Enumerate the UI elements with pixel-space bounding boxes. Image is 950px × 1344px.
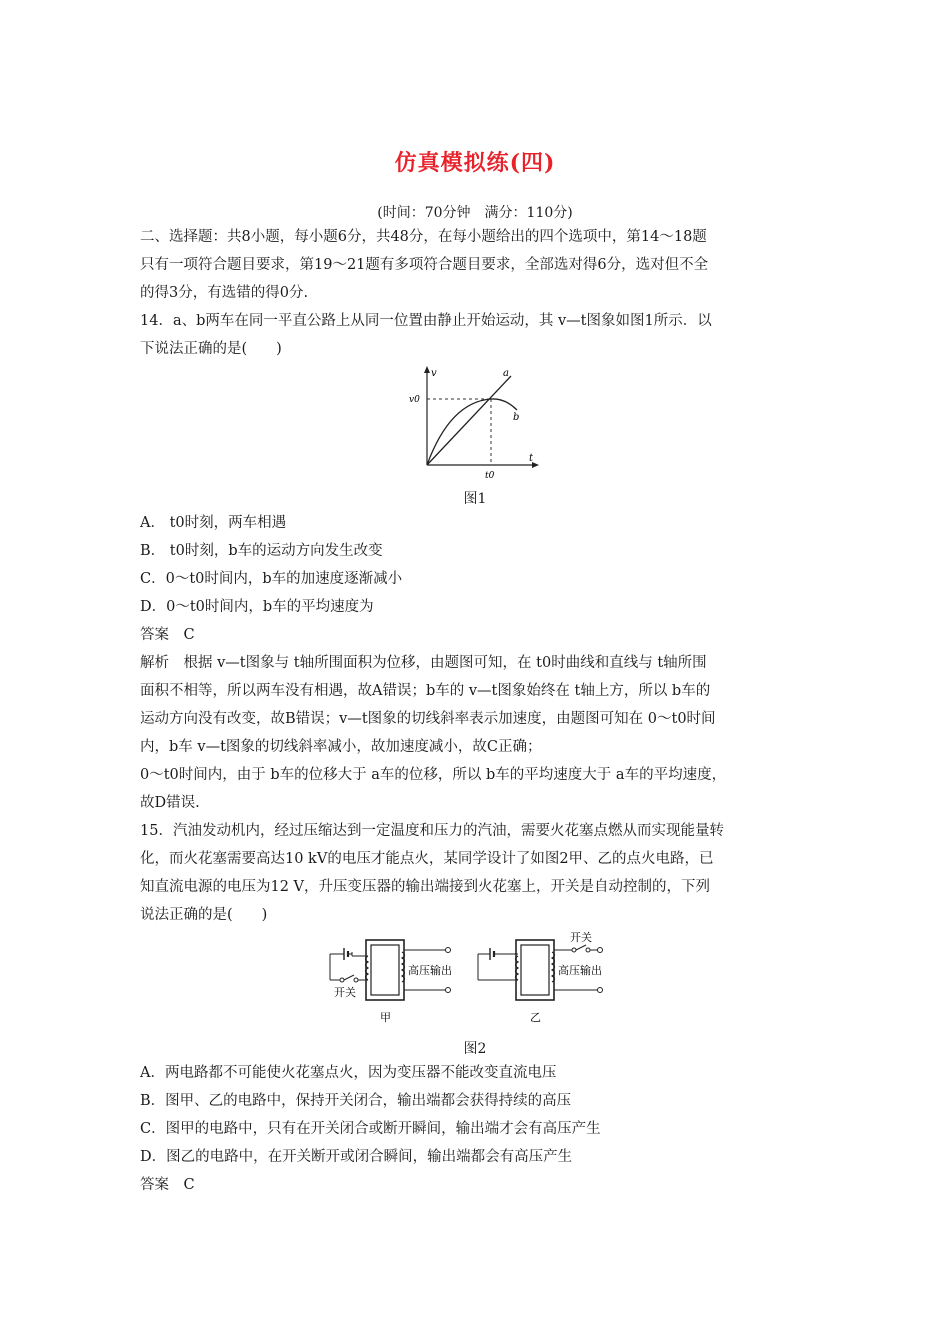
q14-analysis-6: 故D错误. — [140, 795, 200, 811]
page-title: 仿真模拟练(四) — [394, 150, 556, 176]
section-instructions-3: 的得3分，有选错的得0分. — [140, 285, 309, 301]
figure-1-vt-graph — [405, 362, 545, 484]
q14-answer: 答案 C — [140, 627, 195, 643]
circuit-jia — [330, 940, 452, 1024]
q15-answer: 答案 C — [140, 1177, 195, 1193]
line-a — [427, 376, 511, 465]
curve-b — [427, 399, 520, 465]
yi-name: 乙 — [530, 1011, 541, 1024]
curve-a-label: a — [503, 368, 509, 379]
figure-2-ignition-circuits — [318, 930, 638, 1030]
q14-analysis-1: 解析 根据 v—t图象与 t轴所围面积为位移，由题图可知，在 t0时曲线和直线与 t轴所围 — [140, 655, 707, 671]
q14-analysis-2: 面积不相等，所以两车没有相遇，故A错误；b车的 v—t图象始终在 t轴上方，所以 b车的 — [140, 683, 711, 699]
jia-output-label: 高压输出 — [408, 964, 452, 977]
curve-b-label: b — [513, 412, 520, 423]
yi-switch-label: 开关 — [570, 931, 592, 944]
q15-option-a: A．两电路都不可能使火花塞点火，因为变压器不能改变直流电压 — [140, 1065, 557, 1081]
q15-stem-3: 知直流电源的电压为12 V，升压变压器的输出端接到火花塞上，开关是自动控制的，下列 — [140, 879, 711, 895]
v0-label: v0 — [409, 395, 420, 405]
q15-stem-4: 说法正确的是( ) — [140, 907, 268, 923]
q14-option-b: B． t0时刻，b车的运动方向发生改变 — [140, 543, 383, 559]
q14-analysis-5: 0～t0时间内，由于 b车的位移大于 a车的位移，所以 b车的平均速度大于 a车的平均速度， — [140, 767, 727, 783]
q14-option-d: D．0～t0时间内，b车的平均速度为 — [140, 599, 374, 615]
q14-analysis-3: 运动方向没有改变，故B错误；v—t图象的切线斜率表示加速度，由题图可知在 0～t0时间 — [140, 711, 716, 727]
q15-stem-1: 15．汽油发动机内，经过压缩达到一定温度和压力的汽油，需要火花塞点燃从而实现能量转 — [140, 823, 724, 839]
jia-name: 甲 — [380, 1011, 391, 1024]
figure-2-caption: 图2 — [463, 1041, 487, 1057]
q15-option-d: D．图乙的电路中，在开关断开或闭合瞬间，输出端都会有高压产生 — [140, 1149, 573, 1165]
circuit-yi — [478, 931, 603, 1024]
q15-option-b: B．图甲、乙的电路中，保持开关闭合，输出端都会获得持续的高压 — [140, 1093, 572, 1109]
figure-1-caption: 图1 — [463, 491, 487, 507]
jia-switch-label: 开关 — [334, 986, 356, 999]
exam-time-score: (时间：70分钟 满分：110分) — [377, 205, 573, 221]
q15-stem-2: 化，而火花塞需要高达10 kV的电压才能点火，某同学设计了如图2甲、乙的点火电路，已 — [140, 851, 714, 867]
q14-option-a: A． t0时刻，两车相遇 — [140, 515, 287, 531]
yi-output-label: 高压输出 — [558, 964, 602, 977]
q14-option-c: C．0～t0时间内，b车的加速度逐渐减小 — [140, 571, 403, 587]
q14-stem-2: 下说法正确的是( ) — [140, 341, 282, 357]
section-instructions-1: 二、选择题：共8小题，每小题6分，共48分，在每小题给出的四个选项中，第14～18题 — [140, 229, 707, 245]
axis-v-label: v — [431, 368, 437, 379]
t0-label: t0 — [485, 471, 495, 481]
q14-stem-1: 14．a、b两车在同一平直公路上从同一位置由静止开始运动，其 v—t图象如图1所示．以 — [140, 313, 712, 329]
q15-option-c: C．图甲的电路中，只有在开关闭合或断开瞬间，输出端才会有高压产生 — [140, 1121, 601, 1137]
section-instructions-2: 只有一项符合题目要求，第19～21题有多项符合题目要求，全部选对得6分，选对但不全 — [140, 257, 709, 273]
q14-analysis-4: 内，b车 v—t图象的切线斜率减小，故加速度减小，故C正确； — [140, 739, 542, 755]
axis-t-label: t — [529, 453, 534, 464]
